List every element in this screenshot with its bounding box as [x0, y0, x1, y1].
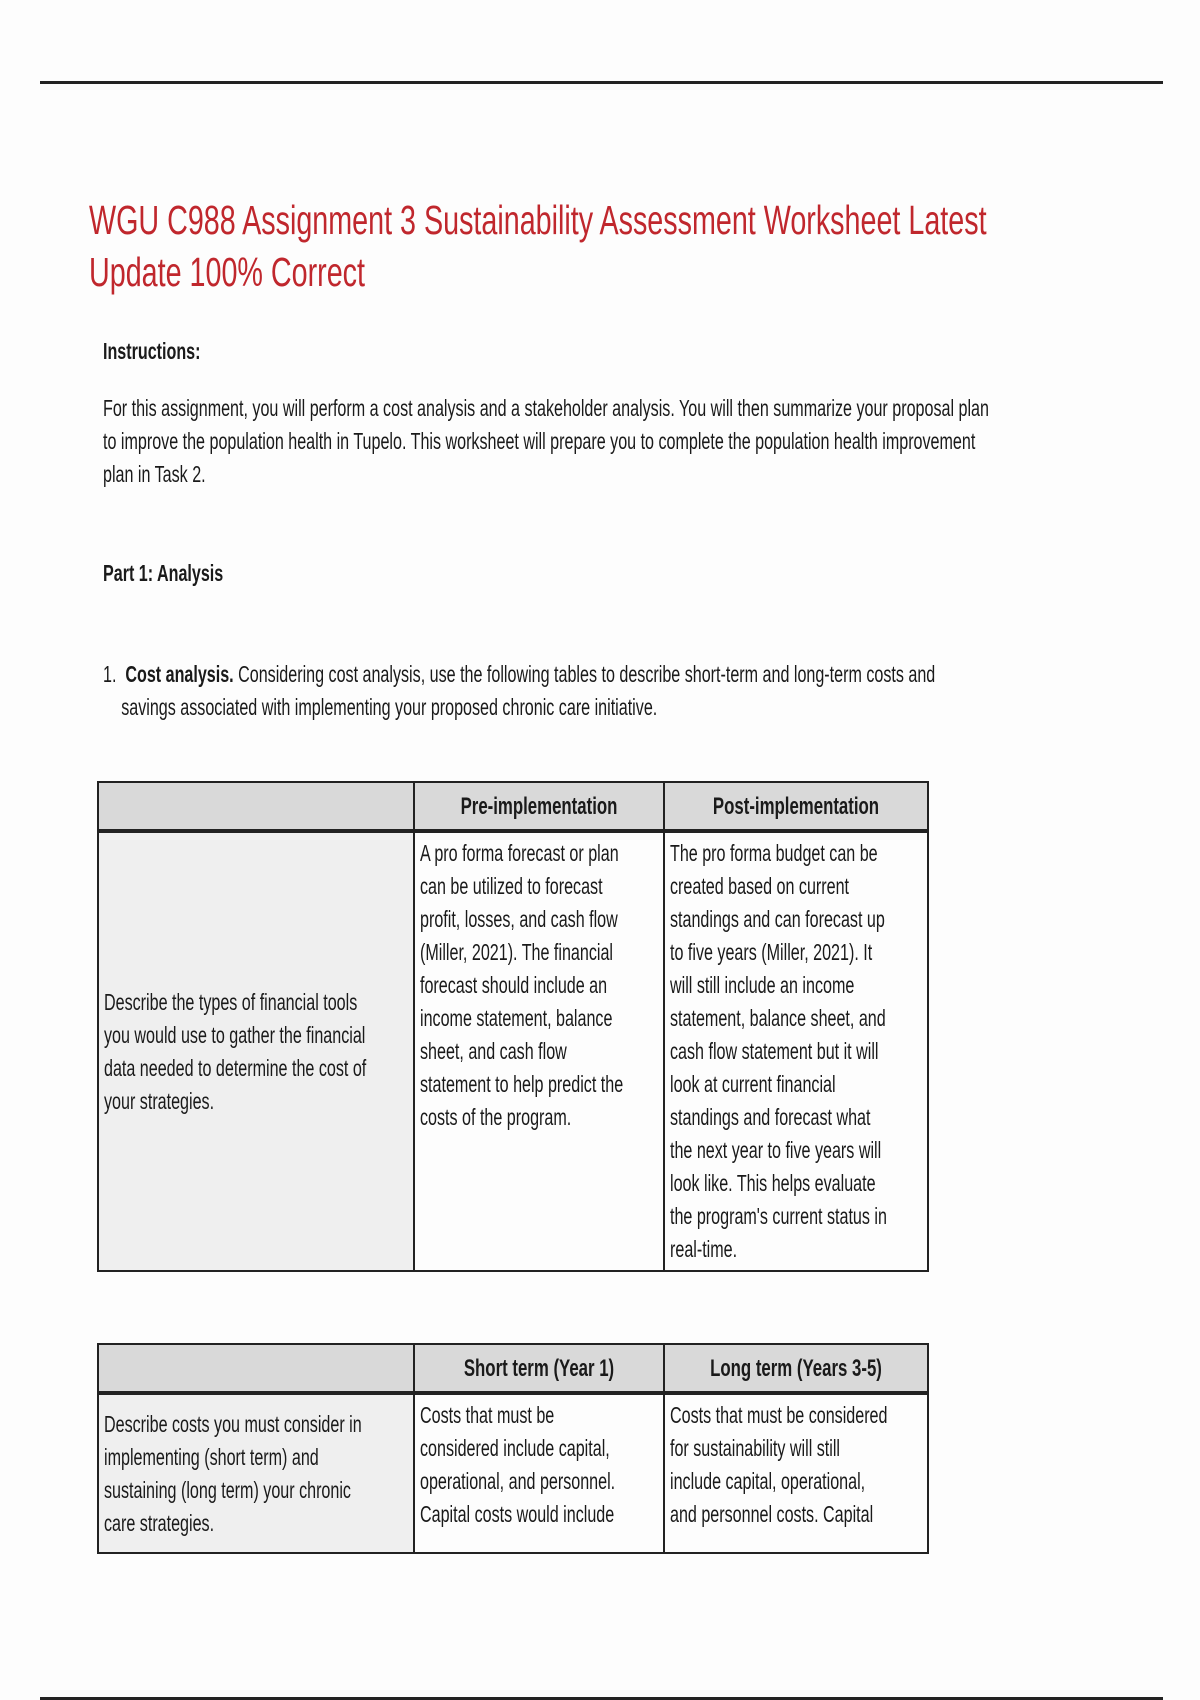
text-line: standings and can forecast up [670, 906, 885, 932]
item-text: Considering cost analysis, use the following tables to describe short-term and long-term costs and [238, 661, 936, 687]
short-term-cell [414, 1393, 664, 1553]
instructions-heading-text: Instructions: [103, 338, 201, 364]
text-line: standings and forecast what [670, 1104, 871, 1130]
item-bold-label: Cost analysis. [125, 661, 234, 687]
text-line: will still include an income [670, 972, 855, 998]
instructions-heading [103, 335, 242, 368]
header-blank [98, 782, 414, 831]
text-line: implementing (short term) and [104, 1443, 319, 1470]
text-line: sheet, and cash flow [420, 1038, 567, 1064]
text-line: look like. This helps evaluate [670, 1170, 876, 1196]
text-line: For this assignment, you will perform a cost analysis and a stakeholder analysis. You will then summarize your proposal plan [103, 395, 989, 421]
text-line: created based on current [670, 873, 850, 899]
text-line: forecast should include an [420, 972, 608, 998]
top-rule [40, 81, 1163, 84]
text-line: your strategies. [104, 1087, 215, 1114]
text-line: profit, losses, and cash flow [420, 906, 618, 932]
text-line: the program's current status in [670, 1203, 887, 1229]
pre-implementation-cell [414, 831, 664, 1271]
costs-table [97, 1343, 929, 1554]
text-line: plan in Task 2. [103, 461, 206, 487]
long-term-cell [664, 1393, 928, 1553]
text-line: operational, and personnel. [420, 1468, 616, 1494]
item-number: 1. [103, 661, 117, 687]
text-line: considered include capital, [420, 1435, 610, 1461]
text-line: and personnel costs. Capital [670, 1501, 874, 1527]
text-line: real-time. [670, 1236, 738, 1262]
post-implementation-cell [664, 831, 928, 1271]
text-line: Describe costs you must consider in [104, 1410, 362, 1437]
header-pre-implementation: Pre-implementation [414, 782, 664, 831]
financial-tools-table [97, 781, 929, 1272]
text-line: can be utilized to forecast [420, 873, 603, 899]
text-line: to improve the population health in Tupelo. This worksheet will prepare you to complete the population health improvement [103, 428, 976, 454]
text-line: the next year to five years will [670, 1137, 882, 1163]
text-line: (Miller, 2021). The financial [420, 939, 614, 965]
text-line: statement to help predict the [420, 1071, 624, 1097]
row-label [98, 1393, 414, 1553]
text-line: Update 100% Correct [89, 249, 365, 295]
header-long-term: Long term (Years 3-5) [664, 1344, 928, 1393]
text-line: to five years (Miller, 2021). It [670, 939, 873, 965]
text-line: cash flow statement but it will [670, 1038, 879, 1064]
header-blank [98, 1344, 414, 1393]
text-line: data needed to determine the cost of [104, 1054, 367, 1081]
text-line: income statement, balance [420, 1005, 613, 1031]
text-line: for sustainability will still [670, 1435, 841, 1461]
text-line: Describe the types of financial tools [104, 988, 358, 1015]
text-line: A pro forma forecast or plan [420, 840, 619, 866]
text-line: Costs that must be considered [670, 1402, 888, 1428]
text-line: Costs that must be [420, 1402, 555, 1428]
cost-analysis-item [103, 658, 1200, 724]
text-line: The pro forma budget can be [670, 840, 878, 866]
text-line: look at current financial [670, 1071, 836, 1097]
text-line: include capital, operational, [670, 1468, 866, 1494]
text-line: costs of the program. [420, 1104, 572, 1130]
text-line: Capital costs would include [420, 1501, 615, 1527]
header-short-term: Short term (Year 1) [414, 1344, 664, 1393]
text-line: sustaining (long term) your chronic [104, 1476, 351, 1503]
part-heading [103, 557, 275, 590]
part-heading-text: Part 1: Analysis [103, 560, 224, 586]
text-line: care strategies. [104, 1509, 215, 1536]
text-line: you would use to gather the financial [104, 1021, 366, 1048]
instructions-paragraph [103, 392, 1200, 491]
text-line: WGU C988 Assignment 3 Sustainability Assessment Worksheet Latest [89, 197, 987, 243]
text-line: statement, balance sheet, and [670, 1005, 886, 1031]
item-text-line2: savings associated with implementing your proposed chronic care initiative. [121, 694, 658, 720]
row-label [98, 831, 414, 1271]
document-title [89, 194, 1200, 298]
header-post-implementation: Post-implementation [664, 782, 928, 831]
